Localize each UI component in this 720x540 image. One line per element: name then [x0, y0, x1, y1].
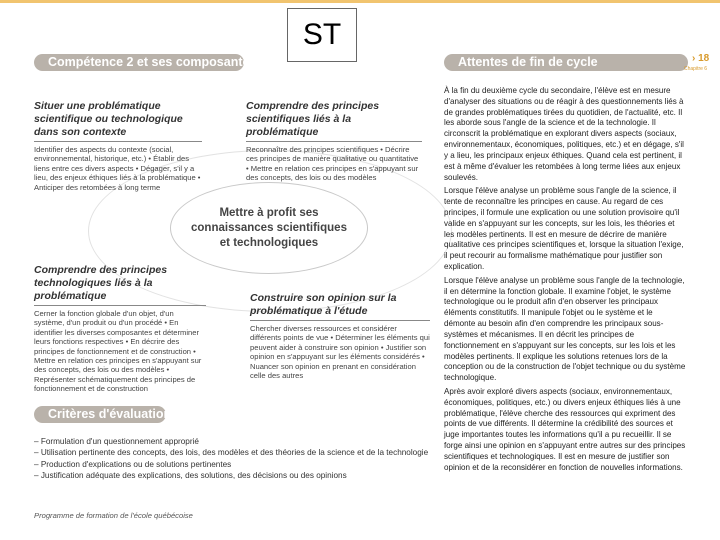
center-line-3: et technologiques — [219, 236, 319, 249]
expectation-paragraph: Lorsque l'élève analyse un problème sous l'angle de la technologie, il en détermine la fonction globale. Il examine l'objet, le système technologique ou le produit afin d'en observer les principaux éléments constitutifs. Il manipule l'objet ou le système et le démonte au besoin afin d'en comprendre les principaux sous-systèmes et mécanismes. Il en décrit les principes de fonctionnement en s'appuyant sur les concepts, sur les lois et les modèles pertinents. Il explique les solutions retenues lors de la conception ou de la construction de l'objet technique ou du système technologique. — [444, 275, 686, 383]
left-section-header: Compétence 2 et ses composantes — [34, 54, 244, 71]
component-title: Situer une problématique scientifique ou technologique dans son contexte — [34, 100, 202, 142]
center-line-2: connaissances scientifiques — [191, 221, 347, 234]
slide-title: ST — [287, 8, 357, 62]
criteria-item: – Formulation d'un questionnement approprié — [34, 437, 199, 446]
expectation-paragraph: Après avoir exploré divers aspects (sociaux, environnementaux, économiques, politiques, etc.) ou divers enjeux éthiques liés à une problématique, l'élève cherche des ressources qui expriment des points de vue différents. Il détermine la crédibilité des sources et juge importantes toutes les informations qu'il a pu recueillir. Il se forge ainsi une opinion en s'appuyant entre autres sur des principes scientifiques et technologiques. Il est en mesure de justifier son opinion et de la reconsidérer en fonction de nouvelles informations. — [444, 386, 686, 472]
criteria-list — [34, 436, 434, 482]
component-title: Comprendre des principes technologiques liés à la problématique — [34, 264, 206, 306]
central-competency — [170, 182, 368, 274]
component-scientific — [246, 100, 422, 183]
criteria-header: Critères d'évaluation — [34, 406, 166, 423]
component-title: Comprendre des principes scientifiques liés à la problématique — [246, 100, 422, 142]
criteria-item: – Justification adéquate des explications, des solutions, des décisions ou des opinions — [34, 471, 347, 481]
footer-source: Programme de formation de l'école québécoise — [34, 511, 193, 520]
component-technological — [34, 264, 206, 394]
expectation-paragraph: À la fin du deuxième cycle du secondaire, l'élève est en mesure d'analyser des situations ou de réagir à des questionnements liés à de grandes problématiques tirées du quotidien, de l'actualité, etc. Il les aborde sous l'angle de la science et de la technologie. Il circonscrit la problématique en explorant divers aspects (sociaux, environnementaux, économiques, politiques, etc.) et en dégage, s'il y a lieu, les principaux enjeux éthiques. Quand cela est pertinent, il est à même d'évaluer les retombées à long terme liées aux enjeux soulevés. — [444, 86, 684, 182]
component-body: Identifier des aspects du contexte (social, environnemental, historique, etc.) • Établir des liens entre ces divers aspects • Dégager, s'il y a lieu, des enjeux éthiques liés à la problématique • Anticiper des retombées à long terme — [34, 145, 201, 192]
component-context — [34, 100, 202, 192]
center-line-1: Mettre à profit ses — [219, 206, 319, 219]
chapter-label: Chapitre 6 — [684, 66, 708, 72]
component-opinion — [250, 292, 430, 380]
top-accent-bar — [0, 0, 720, 3]
component-body: Cerner la fonction globale d'un objet, d'un système, d'un produit ou d'un procédé • En identifier les diverses composantes et déterminer leurs fonctions respectives • En décrire des principes de fonctionnement et de construction • Mettre en relation ces principes en s'appuyant sur des concepts, des lois ou des modèles • Représenter schématiquement des principes de fonctionnement et de construction — [34, 309, 202, 394]
page-number: › 18 — [692, 53, 710, 64]
criteria-item: – Production d'explications ou de solutions pertinentes — [34, 459, 232, 469]
component-title: Construire son opinion sur la problématique à l'étude — [250, 292, 430, 321]
right-section-header: Attentes de fin de cycle — [444, 54, 688, 71]
component-body: Reconnaître des principes scientifiques • Décrire ces principes de manière qualitative ou quantitative • Mettre en relation ces principes en s'appuyant sur des concepts, des lois ou des modèles — [246, 145, 419, 183]
criteria-item: – Utilisation pertinente des concepts, des lois, des modèles et des théories de la science et de la technologie — [34, 448, 429, 458]
component-body: Chercher diverses ressources et considérer différents points de vue • Déterminer les éléments qui peuvent aider à construire son opinion • Justifier son opinion en s'appuyant sur les éléments considérés • Nuancer son opinion en prenant en considération celle des autres — [250, 324, 430, 381]
expectation-paragraph: Lorsque l'élève analyse un problème sous l'angle de la science, il tente de reconnaître les principes en cause. Au regard de ces principes, il formule une explication ou une solution provisoire qu'il valide en s'appuyant sur les concepts, sur les lois, les théories et les modèles pertinents. Il est en mesure de décrire de manière qualitative ces principes scientifiques et, lorsque la situation l'exige, il peut recourir au formalisme mathématique pour justifier son explication. — [444, 186, 684, 271]
expectations-text — [444, 86, 686, 476]
